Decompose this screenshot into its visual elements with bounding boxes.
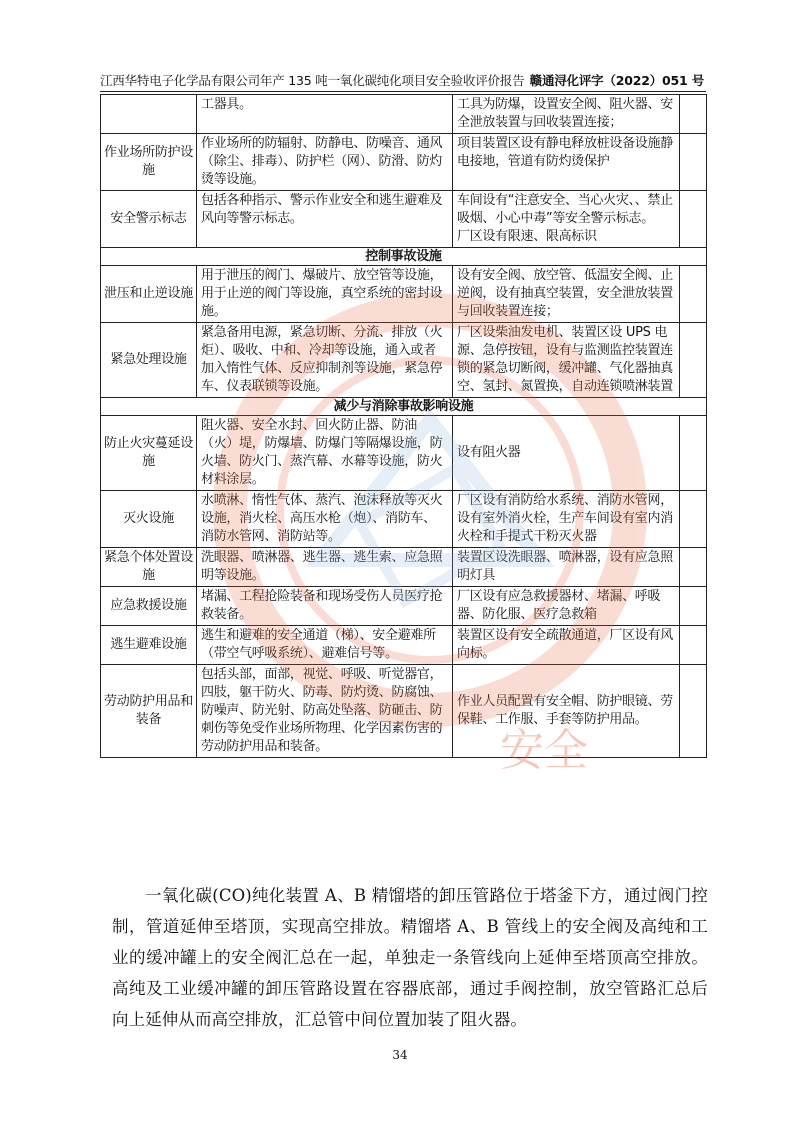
table-row [101,191,707,248]
facility-description-cell: 包括各种指示、警示作业安全和逃生避难及风向等警示标志。 [197,191,453,248]
watermark-text: 安全 [500,725,588,776]
facility-name-cell: 作业场所防护设施 [101,134,197,191]
section-title: 减少与消除事故影响设施 [101,398,707,416]
facility-description-cell: 紧急备用电源，紧急切断、分流、排放（火炬）、吸收、中和、冷却等设施，通入或者加入惰性气体、反应抑制剂等设施，紧急停车、仪表联锁等设施。 [197,323,453,398]
table-row [101,587,707,626]
facility-measures-cell: 设有安全阀、放空管、低温安全阀、止逆阀，设有抽真空装置，安全泄放装置与回收装置连接； [453,266,680,323]
facility-name-cell: 防止火灾蔓延设施 [101,416,197,491]
table-section-row [101,248,707,266]
facility-description-cell: 用于泄压的阀门、爆破片、放空管等设施，用于止逆的阀门等设施，真空系统的密封设施。 [197,266,453,323]
remark-cell [680,665,707,758]
remark-cell [680,491,707,548]
facility-name-cell: 紧急处理设施 [101,323,197,398]
facility-name-cell: 逃生避难设施 [101,626,197,665]
facility-description-cell: 工器具。 [197,95,453,134]
facility-description-cell: 水喷淋、惰性气体、蒸汽、泡沫释放等灭火设施，消火栓、高压水枪（炮）、消防车、消防水管网、消防站等。 [197,491,453,548]
facility-measures-cell: 作业人员配置有安全帽、防护眼镜、劳保鞋、工作服、手套等防护用品。 [453,665,680,758]
facility-description-cell: 作业场所的防辐射、防静电、防噪音、通风（除尘、排毒）、防护栏（网）、防滑、防灼烫等设施。 [197,134,453,191]
table-row [101,491,707,548]
header-divider [100,91,706,92]
facility-measures-cell: 厂区设柴油发电机、装置区设 UPS 电源、急停按钮，设有与监测监控装置连锁的紧急切断阀，缓冲罐、气化器抽真空、氢封、氮置换，自动连锁喷淋装置 [453,323,680,398]
facility-description-cell: 阻火器、安全水封、回火防止器、防油（火）堤，防爆墙、防爆门等隔爆设施，防火墙、防火门、蒸汽幕、水幕等设施，防火材料涂层。 [197,416,453,491]
remark-cell [680,323,707,398]
body-paragraph: 一氧化碳(CO)纯化装置 A、B 精馏塔的卸压管路位于塔釜下方，通过阀门控制，管道延伸至塔顶，实现高空排放。精馏塔 A、B 管线上的安全阀及高纯和工业的缓冲罐上的安全阀汇总在一起，单独走一条管线向上延伸至塔顶高空排放。高纯及工业缓冲罐的卸压管路设置在容器底部，通过手阀控制，放空管路汇总后向上延伸从而高空排放，汇总管中间位置加装了阻火器。 [112,886,708,1029]
page-number: 34 [392,1048,408,1062]
facility-name-cell: 应急救援设施 [101,587,197,626]
header-document-number: 赣通浔化评字（2022）051 号 [529,73,704,88]
facility-name-cell [101,95,197,134]
table-row [101,548,707,587]
facility-name-cell: 灭火设施 [101,491,197,548]
section-title: 控制事故设施 [101,248,707,266]
facility-name-cell: 安全警示标志 [101,191,197,248]
remark-cell [680,587,707,626]
table-row [101,134,707,191]
safety-facilities-table [100,94,707,758]
header-report-title: 江西华特电子化学品有限公司年产 135 吨一氧化碳纯化项目安全验收评价报告 [100,73,525,88]
facility-measures-cell: 装置区设有安全疏散通道，厂区设有风向标。 [453,626,680,665]
remark-cell [680,548,707,587]
remark-cell [680,134,707,191]
facility-measures-cell: 设有阻火器 [453,416,680,491]
facility-description-cell: 堵漏、工程抢险装备和现场受伤人员医疗抢救装备。 [197,587,453,626]
table-row [101,416,707,491]
facility-measures-cell: 工具为防爆，设置安全阀、阻火器、安全泄放装置与回收装置连接； [453,95,680,134]
page-header [100,70,704,90]
facility-measures-cell: 厂区设有消防给水系统、消防水管网，设有室外消火栓，生产车间设有室内消火栓和手提式干粉灭火器 [453,491,680,548]
remark-cell [680,416,707,491]
table-row [101,266,707,323]
facility-description-cell: 包括头部，面部，视觉、呼吸、听觉器官，四肢，躯干防火、防毒、防灼烫、防腐蚀、防噪声、防光射、防高处坠落、防砸击、防刺伤等免受作业场所物理、化学因素伤害的劳动防护用品和装备。 [197,665,453,758]
facility-measures-cell: 厂区设有应急救援器材、堵漏、呼吸器、防化服、医疗急救箱 [453,587,680,626]
facility-description-cell: 逃生和避难的安全通道（梯）、安全避难所（带空气呼吸系统）、避难信号等。 [197,626,453,665]
remark-cell [680,266,707,323]
facility-measures-cell: 项目装置区设有静电释放桩设备设施静电接地，管道有防灼烫保护 [453,134,680,191]
remark-cell [680,95,707,134]
facility-name-cell: 紧急个体处置设施 [101,548,197,587]
remark-cell [680,191,707,248]
table-row [101,323,707,398]
facility-measures-cell: 装置区设洗眼器、喷淋器，设有应急照明灯具 [453,548,680,587]
table-section-row [101,398,707,416]
facility-name-cell: 劳动防护用品和装备 [101,665,197,758]
table-row [101,95,707,134]
facility-description-cell: 洗眼器、喷淋器、逃生器、逃生索、应急照明等设施。 [197,548,453,587]
facility-name-cell: 泄压和止逆设施 [101,266,197,323]
remark-cell [680,626,707,665]
table-row [101,626,707,665]
table-row [101,665,707,758]
facility-measures-cell: 车间设有“注意安全、当心火灾、、禁止吸烟、小心中毒”等安全警示标志。 厂区设有限速、限高标识 [453,191,680,248]
